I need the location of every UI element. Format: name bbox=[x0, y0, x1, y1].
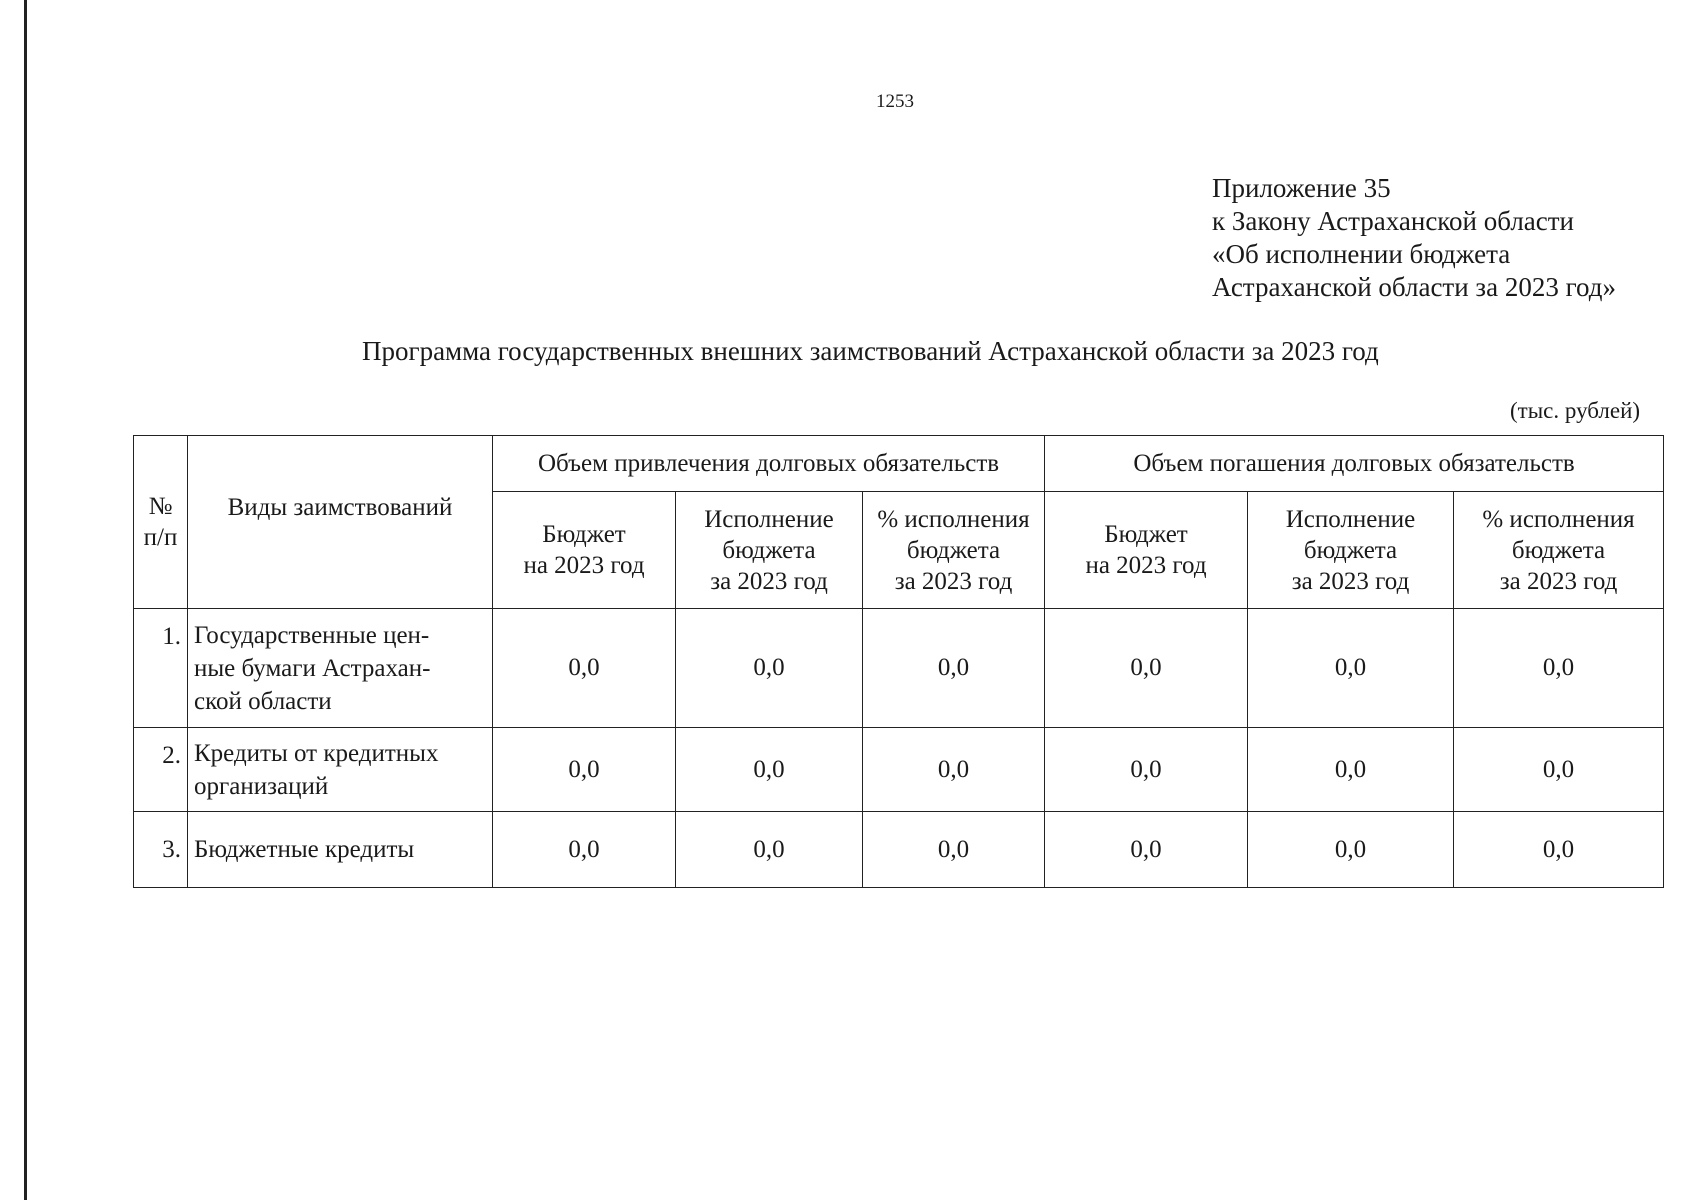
cell-repayment-budget: 0,0 bbox=[1045, 812, 1248, 888]
cell-repayment-execution: 0,0 bbox=[1248, 728, 1454, 812]
cell-repayment-budget: 0,0 bbox=[1045, 728, 1248, 812]
cell-attraction-execution: 0,0 bbox=[676, 728, 863, 812]
cell-repayment-execution: 0,0 bbox=[1248, 609, 1454, 728]
header-line: Бюджет bbox=[1104, 521, 1188, 548]
cell-repayment-percent: 0,0 bbox=[1454, 728, 1664, 812]
cell-attraction-execution: 0,0 bbox=[676, 812, 863, 888]
header-line: бюджета bbox=[1511, 536, 1606, 564]
header-line: Бюджет bbox=[542, 521, 626, 548]
header-line: за 2023 год bbox=[1499, 567, 1618, 595]
row-name-line: ской области bbox=[194, 687, 332, 715]
page-binding-line bbox=[24, 0, 27, 1200]
header-num bbox=[134, 436, 188, 609]
cell-attraction-budget: 0,0 bbox=[493, 728, 676, 812]
cell-attraction-percent: 0,0 bbox=[863, 609, 1045, 728]
appendix-line: «Об исполнении бюджета bbox=[1212, 239, 1511, 269]
header-line: Исполнение bbox=[1285, 505, 1416, 533]
header-borrowing-type: Виды заимствований bbox=[188, 436, 493, 609]
cell-attraction-execution: 0,0 bbox=[676, 609, 863, 728]
appendix-line: Астраханской области за 2023 год» bbox=[1212, 272, 1616, 302]
document-title: Программа государственных внешних заимствований Астраханской области за 2023 год bbox=[362, 336, 1379, 366]
header-repayment-execution bbox=[1248, 492, 1454, 609]
table-row bbox=[134, 728, 1664, 812]
header-line: на 2023 год bbox=[1085, 552, 1207, 579]
header-repayment-percent bbox=[1454, 492, 1664, 609]
table-row bbox=[134, 609, 1664, 728]
header-line: % исполнения bbox=[1482, 505, 1635, 533]
header-num-line: п/п bbox=[143, 524, 178, 551]
header-num-line: № bbox=[148, 493, 173, 520]
row-borrowing-type bbox=[188, 812, 493, 888]
header-line: за 2023 год bbox=[1291, 567, 1410, 595]
cell-repayment-percent: 0,0 bbox=[1454, 812, 1664, 888]
header-attraction-group: Объем привлечения долговых обязательств bbox=[493, 436, 1045, 492]
header-line: за 2023 год bbox=[894, 567, 1013, 595]
header-attraction-budget bbox=[493, 492, 676, 609]
row-number: 1. bbox=[134, 609, 188, 728]
row-name-line: Кредиты от кредитных bbox=[194, 739, 439, 767]
appendix-line: Приложение 35 bbox=[1212, 173, 1391, 203]
header-line: Исполнение bbox=[704, 505, 834, 533]
cell-attraction-budget: 0,0 bbox=[493, 812, 676, 888]
header-repayment-budget bbox=[1045, 492, 1248, 609]
row-borrowing-type bbox=[188, 609, 493, 728]
cell-attraction-budget: 0,0 bbox=[493, 609, 676, 728]
header-line: бюджета bbox=[1303, 536, 1398, 564]
cell-repayment-execution: 0,0 bbox=[1248, 812, 1454, 888]
row-name-line: организаций bbox=[194, 772, 329, 800]
row-borrowing-type bbox=[188, 728, 493, 812]
borrowings-table bbox=[133, 435, 1664, 888]
appendix-line: к Закону Астраханской области bbox=[1212, 206, 1575, 236]
header-line: за 2023 год bbox=[710, 567, 828, 595]
row-name-line: Государственные цен- bbox=[194, 621, 430, 649]
row-name-line: ные бумаги Астрахан- bbox=[194, 654, 431, 682]
appendix-block bbox=[1212, 172, 1616, 304]
cell-repayment-percent: 0,0 bbox=[1454, 609, 1664, 728]
cell-repayment-budget: 0,0 bbox=[1045, 609, 1248, 728]
header-line: на 2023 год bbox=[523, 552, 645, 579]
row-number: 3. bbox=[134, 812, 188, 888]
cell-attraction-percent: 0,0 bbox=[863, 812, 1045, 888]
header-line: % исполнения bbox=[877, 505, 1030, 533]
table-header-row bbox=[134, 436, 1664, 492]
table-row bbox=[134, 812, 1664, 888]
unit-note: (тыс. рублей) bbox=[1510, 398, 1641, 423]
row-number: 2. bbox=[134, 728, 188, 812]
row-name-line: Бюджетные кредиты bbox=[194, 836, 415, 863]
header-repayment-group: Объем погашения долговых обязательств bbox=[1045, 436, 1664, 492]
header-line: бюджета bbox=[722, 536, 816, 564]
header-line: бюджета bbox=[906, 536, 1001, 564]
header-attraction-percent bbox=[863, 492, 1045, 609]
header-attraction-execution bbox=[676, 492, 863, 609]
cell-attraction-percent: 0,0 bbox=[863, 728, 1045, 812]
page-number: 1253 bbox=[876, 91, 914, 112]
